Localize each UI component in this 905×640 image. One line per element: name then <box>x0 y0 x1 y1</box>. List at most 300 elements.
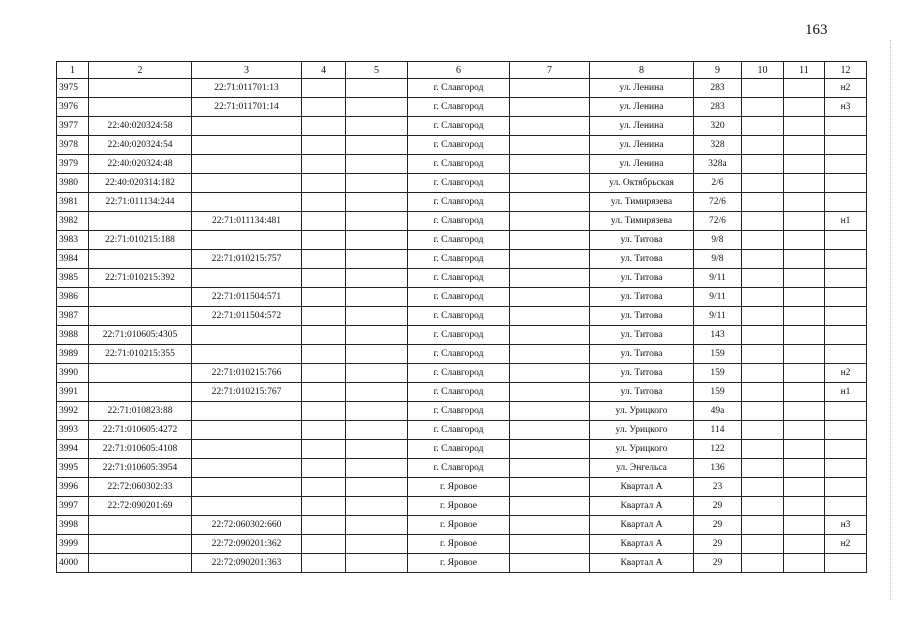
cell-cadastral-number-2 <box>192 117 302 136</box>
cell-house-number: 29 <box>694 554 742 573</box>
cell-street: ул. Ленина <box>590 117 694 136</box>
cell-house-number: 143 <box>694 326 742 345</box>
cell-col-10 <box>742 478 784 497</box>
cell-cadastral-number-1 <box>89 383 192 402</box>
cell-city: г. Славгород <box>408 193 510 212</box>
cell-row-number: 3987 <box>57 307 89 326</box>
cell-cadastral-number-1 <box>89 516 192 535</box>
cell-col-5 <box>346 440 408 459</box>
cell-col-11 <box>784 212 825 231</box>
cell-street: ул. Ленина <box>590 79 694 98</box>
cell-row-number: 3979 <box>57 155 89 174</box>
cell-col-4 <box>302 326 346 345</box>
cell-row-number: 3980 <box>57 174 89 193</box>
cell-col-11 <box>784 288 825 307</box>
cell-note <box>825 440 867 459</box>
cell-house-number: 2/6 <box>694 174 742 193</box>
table-row <box>57 345 867 364</box>
cell-house-number: 159 <box>694 383 742 402</box>
cell-cadastral-number-1: 22:71:010605:4108 <box>89 440 192 459</box>
cell-note: н3 <box>825 516 867 535</box>
cell-col-10 <box>742 440 784 459</box>
cell-col-10 <box>742 212 784 231</box>
cell-house-number: 9/8 <box>694 231 742 250</box>
cell-col-7 <box>510 383 590 402</box>
cell-col-7 <box>510 345 590 364</box>
cell-col-11 <box>784 250 825 269</box>
cell-note <box>825 193 867 212</box>
cell-row-number: 4000 <box>57 554 89 573</box>
cell-col-11 <box>784 98 825 117</box>
cell-col-5 <box>346 79 408 98</box>
cell-note <box>825 155 867 174</box>
cell-cadastral-number-2 <box>192 345 302 364</box>
cell-col-7 <box>510 402 590 421</box>
cell-note <box>825 459 867 478</box>
cell-col-11 <box>784 345 825 364</box>
cell-cadastral-number-1 <box>89 364 192 383</box>
cell-house-number: 114 <box>694 421 742 440</box>
cell-col-10 <box>742 326 784 345</box>
cell-note <box>825 402 867 421</box>
cell-col-4 <box>302 117 346 136</box>
cell-cadastral-number-1: 22:40:020314:182 <box>89 174 192 193</box>
cell-col-7 <box>510 117 590 136</box>
cell-cadastral-number-2: 22:71:011701:13 <box>192 79 302 98</box>
cell-city: г. Яровое <box>408 497 510 516</box>
cell-col-4 <box>302 174 346 193</box>
table-body <box>57 79 867 573</box>
cell-col-5 <box>346 326 408 345</box>
cell-street: ул. Титова <box>590 345 694 364</box>
cell-street: ул. Титова <box>590 288 694 307</box>
cell-row-number: 3994 <box>57 440 89 459</box>
cell-col-7 <box>510 155 590 174</box>
cell-col-4 <box>302 231 346 250</box>
cell-row-number: 3976 <box>57 98 89 117</box>
cell-col-10 <box>742 174 784 193</box>
cell-city: г. Яровое <box>408 478 510 497</box>
cell-house-number: 9/11 <box>694 288 742 307</box>
cell-street: Квартал А <box>590 516 694 535</box>
cell-col-10 <box>742 117 784 136</box>
cell-note <box>825 269 867 288</box>
cell-city: г. Славгород <box>408 307 510 326</box>
table-row <box>57 212 867 231</box>
cell-note: н1 <box>825 383 867 402</box>
cell-col-5 <box>346 174 408 193</box>
cell-house-number: 29 <box>694 497 742 516</box>
cell-col-7 <box>510 535 590 554</box>
cell-col-7 <box>510 326 590 345</box>
cell-col-7 <box>510 307 590 326</box>
table-row <box>57 421 867 440</box>
table-row <box>57 117 867 136</box>
cell-cadastral-number-1: 22:40:020324:58 <box>89 117 192 136</box>
cell-street: Квартал А <box>590 478 694 497</box>
cell-row-number: 3977 <box>57 117 89 136</box>
cell-street: ул. Титова <box>590 326 694 345</box>
cell-house-number: 9/8 <box>694 250 742 269</box>
cell-row-number: 3999 <box>57 535 89 554</box>
cell-street: ул. Тимирязева <box>590 193 694 212</box>
cell-cadastral-number-2: 22:71:011134:481 <box>192 212 302 231</box>
cell-col-7 <box>510 459 590 478</box>
table-row <box>57 174 867 193</box>
cell-row-number: 3985 <box>57 269 89 288</box>
cell-street: ул. Титова <box>590 231 694 250</box>
page-number: 163 <box>805 22 828 38</box>
cell-col-7 <box>510 440 590 459</box>
cell-note <box>825 250 867 269</box>
cell-row-number: 3996 <box>57 478 89 497</box>
cell-col-7 <box>510 174 590 193</box>
cell-col-5 <box>346 402 408 421</box>
cell-col-11 <box>784 79 825 98</box>
cell-col-5 <box>346 554 408 573</box>
cell-street: ул. Тимирязева <box>590 212 694 231</box>
cell-col-10 <box>742 250 784 269</box>
cell-cadastral-number-2: 22:71:011504:571 <box>192 288 302 307</box>
cell-note <box>825 174 867 193</box>
cell-note: н2 <box>825 79 867 98</box>
cell-note <box>825 117 867 136</box>
cell-col-7 <box>510 497 590 516</box>
cell-note <box>825 288 867 307</box>
cell-note <box>825 478 867 497</box>
cell-col-4 <box>302 364 346 383</box>
cell-row-number: 3981 <box>57 193 89 212</box>
cell-col-11 <box>784 497 825 516</box>
cell-col-11 <box>784 231 825 250</box>
cell-street: ул. Ленина <box>590 98 694 117</box>
cell-row-number: 3984 <box>57 250 89 269</box>
cell-col-10 <box>742 421 784 440</box>
cell-note <box>825 307 867 326</box>
cell-house-number: 328 <box>694 136 742 155</box>
cell-col-11 <box>784 478 825 497</box>
cell-street: ул. Урицкого <box>590 402 694 421</box>
cell-row-number: 3991 <box>57 383 89 402</box>
cell-col-10 <box>742 269 784 288</box>
cell-cadastral-number-1 <box>89 307 192 326</box>
cell-note: н2 <box>825 535 867 554</box>
cell-note: н3 <box>825 98 867 117</box>
column-header-4: 4 <box>302 62 346 79</box>
cell-note <box>825 421 867 440</box>
table-row <box>57 269 867 288</box>
cell-row-number: 3997 <box>57 497 89 516</box>
cell-col-4 <box>302 250 346 269</box>
cell-col-5 <box>346 269 408 288</box>
cell-row-number: 3986 <box>57 288 89 307</box>
cell-house-number: 49а <box>694 402 742 421</box>
cell-city: г. Славгород <box>408 288 510 307</box>
cell-col-4 <box>302 516 346 535</box>
cell-col-7 <box>510 231 590 250</box>
cell-col-7 <box>510 193 590 212</box>
cell-city: г. Славгород <box>408 269 510 288</box>
cell-col-10 <box>742 155 784 174</box>
cell-note <box>825 497 867 516</box>
cell-city: г. Славгород <box>408 136 510 155</box>
cell-col-5 <box>346 478 408 497</box>
cell-col-5 <box>346 98 408 117</box>
cell-col-7 <box>510 554 590 573</box>
cell-city: г. Яровое <box>408 554 510 573</box>
cell-cadastral-number-2: 22:72:090201:362 <box>192 535 302 554</box>
cell-col-10 <box>742 516 784 535</box>
cell-row-number: 3995 <box>57 459 89 478</box>
cell-street: ул. Урицкого <box>590 440 694 459</box>
cell-house-number: 29 <box>694 535 742 554</box>
cell-city: г. Славгород <box>408 459 510 478</box>
cell-house-number: 136 <box>694 459 742 478</box>
cell-cadastral-number-1: 22:72:090201:69 <box>89 497 192 516</box>
cell-cadastral-number-2: 22:71:010215:766 <box>192 364 302 383</box>
cell-col-11 <box>784 535 825 554</box>
cell-col-4 <box>302 421 346 440</box>
cell-col-4 <box>302 383 346 402</box>
cell-col-11 <box>784 459 825 478</box>
cell-cadastral-number-2 <box>192 459 302 478</box>
cell-house-number: 72/6 <box>694 212 742 231</box>
cell-house-number: 320 <box>694 117 742 136</box>
table-row <box>57 383 867 402</box>
cell-city: г. Яровое <box>408 516 510 535</box>
cell-street: ул. Урицкого <box>590 421 694 440</box>
cell-col-4 <box>302 478 346 497</box>
cell-cadastral-number-2: 22:71:010215:757 <box>192 250 302 269</box>
cell-row-number: 3982 <box>57 212 89 231</box>
cell-city: г. Славгород <box>408 231 510 250</box>
table-row <box>57 326 867 345</box>
cell-col-4 <box>302 554 346 573</box>
cell-col-7 <box>510 288 590 307</box>
cell-house-number: 283 <box>694 79 742 98</box>
table-row <box>57 79 867 98</box>
column-header-9: 9 <box>694 62 742 79</box>
cell-city: г. Славгород <box>408 174 510 193</box>
cell-col-4 <box>302 440 346 459</box>
table-row <box>57 402 867 421</box>
cell-col-5 <box>346 364 408 383</box>
cell-col-5 <box>346 136 408 155</box>
cell-row-number: 3990 <box>57 364 89 383</box>
cell-col-5 <box>346 193 408 212</box>
cell-col-7 <box>510 212 590 231</box>
cell-street: ул. Титова <box>590 364 694 383</box>
cell-col-11 <box>784 174 825 193</box>
column-header-3: 3 <box>192 62 302 79</box>
cell-col-4 <box>302 288 346 307</box>
cell-col-5 <box>346 421 408 440</box>
cell-house-number: 23 <box>694 478 742 497</box>
column-header-10: 10 <box>742 62 784 79</box>
cell-col-5 <box>346 212 408 231</box>
cell-col-4 <box>302 497 346 516</box>
cell-col-10 <box>742 497 784 516</box>
cell-cadastral-number-1: 22:71:010215:188 <box>89 231 192 250</box>
cell-col-4 <box>302 345 346 364</box>
cell-row-number: 3993 <box>57 421 89 440</box>
cell-street: ул. Ленина <box>590 136 694 155</box>
cell-cadastral-number-2: 22:71:010215:767 <box>192 383 302 402</box>
cell-cadastral-number-2 <box>192 193 302 212</box>
cell-cadastral-number-1 <box>89 79 192 98</box>
cell-cadastral-number-2 <box>192 478 302 497</box>
cell-street: ул. Октябрьская <box>590 174 694 193</box>
cell-col-4 <box>302 402 346 421</box>
cell-col-7 <box>510 478 590 497</box>
cell-col-4 <box>302 193 346 212</box>
cell-row-number: 3992 <box>57 402 89 421</box>
cell-col-4 <box>302 98 346 117</box>
cell-col-10 <box>742 79 784 98</box>
cell-col-10 <box>742 345 784 364</box>
cell-cadastral-number-1 <box>89 212 192 231</box>
cell-city: г. Славгород <box>408 326 510 345</box>
cell-street: ул. Титова <box>590 269 694 288</box>
table-row <box>57 136 867 155</box>
cell-col-5 <box>346 535 408 554</box>
cell-cadastral-number-1 <box>89 288 192 307</box>
table-row <box>57 478 867 497</box>
table-row <box>57 497 867 516</box>
cell-col-10 <box>742 383 784 402</box>
cell-col-10 <box>742 193 784 212</box>
table-row <box>57 288 867 307</box>
cell-col-11 <box>784 155 825 174</box>
cell-cadastral-number-1 <box>89 250 192 269</box>
cell-house-number: 159 <box>694 345 742 364</box>
table-row <box>57 155 867 174</box>
table-row <box>57 516 867 535</box>
cell-street: Квартал А <box>590 554 694 573</box>
cell-col-5 <box>346 250 408 269</box>
cell-col-11 <box>784 554 825 573</box>
cell-col-10 <box>742 231 784 250</box>
cell-col-11 <box>784 364 825 383</box>
cell-city: г. Славгород <box>408 117 510 136</box>
table-row <box>57 231 867 250</box>
cell-cadastral-number-1: 22:71:010823:88 <box>89 402 192 421</box>
cell-col-5 <box>346 516 408 535</box>
cell-cadastral-number-2 <box>192 402 302 421</box>
cell-row-number: 3998 <box>57 516 89 535</box>
cell-city: г. Славгород <box>408 155 510 174</box>
cell-note <box>825 231 867 250</box>
table-row <box>57 307 867 326</box>
cell-col-5 <box>346 459 408 478</box>
cell-col-5 <box>346 497 408 516</box>
cell-col-10 <box>742 459 784 478</box>
cell-cadastral-number-1 <box>89 98 192 117</box>
cell-col-11 <box>784 516 825 535</box>
cell-cadastral-number-1: 22:71:010605:3954 <box>89 459 192 478</box>
cell-row-number: 3978 <box>57 136 89 155</box>
cell-house-number: 9/11 <box>694 269 742 288</box>
cell-street: Квартал А <box>590 535 694 554</box>
cell-city: г. Славгород <box>408 250 510 269</box>
cell-col-11 <box>784 307 825 326</box>
cell-col-10 <box>742 402 784 421</box>
cell-col-10 <box>742 554 784 573</box>
cell-cadastral-number-1: 22:40:020324:48 <box>89 155 192 174</box>
cell-row-number: 3975 <box>57 79 89 98</box>
cell-city: г. Славгород <box>408 98 510 117</box>
cell-house-number: 283 <box>694 98 742 117</box>
cell-col-4 <box>302 136 346 155</box>
cell-cadastral-number-1: 22:71:011134:244 <box>89 193 192 212</box>
cell-cadastral-number-2: 22:72:090201:363 <box>192 554 302 573</box>
cell-cadastral-number-2 <box>192 326 302 345</box>
cell-cadastral-number-2 <box>192 440 302 459</box>
cell-col-10 <box>742 307 784 326</box>
cell-city: г. Славгород <box>408 440 510 459</box>
cell-cadastral-number-1: 22:71:010215:392 <box>89 269 192 288</box>
cell-col-4 <box>302 212 346 231</box>
table-row <box>57 535 867 554</box>
cell-cadastral-number-2 <box>192 231 302 250</box>
cell-cadastral-number-1: 22:71:010215:355 <box>89 345 192 364</box>
cell-cadastral-number-2: 22:71:011701:14 <box>192 98 302 117</box>
cell-col-7 <box>510 79 590 98</box>
column-header-8: 8 <box>590 62 694 79</box>
cell-col-11 <box>784 269 825 288</box>
cell-cadastral-number-2 <box>192 421 302 440</box>
cell-row-number: 3988 <box>57 326 89 345</box>
cell-col-10 <box>742 535 784 554</box>
cell-street: Квартал А <box>590 497 694 516</box>
cell-col-4 <box>302 155 346 174</box>
table-row <box>57 364 867 383</box>
cell-note <box>825 345 867 364</box>
cell-city: г. Славгород <box>408 383 510 402</box>
cell-cadastral-number-1: 22:71:010605:4272 <box>89 421 192 440</box>
cell-col-10 <box>742 364 784 383</box>
column-header-12: 12 <box>825 62 867 79</box>
cell-street: ул. Титова <box>590 307 694 326</box>
cell-street: ул. Энгельса <box>590 459 694 478</box>
cell-street: ул. Титова <box>590 383 694 402</box>
cell-row-number: 3989 <box>57 345 89 364</box>
cell-cadastral-number-1: 22:71:010605:4305 <box>89 326 192 345</box>
cell-col-11 <box>784 193 825 212</box>
cell-col-5 <box>346 345 408 364</box>
cell-col-10 <box>742 136 784 155</box>
table-row <box>57 554 867 573</box>
table-row <box>57 250 867 269</box>
cell-cadastral-number-2 <box>192 497 302 516</box>
column-header-5: 5 <box>346 62 408 79</box>
cell-city: г. Славгород <box>408 212 510 231</box>
cell-col-10 <box>742 98 784 117</box>
cell-note <box>825 554 867 573</box>
column-header-2: 2 <box>89 62 192 79</box>
cell-col-4 <box>302 269 346 288</box>
header-row <box>57 62 867 79</box>
cell-col-7 <box>510 136 590 155</box>
cell-house-number: 159 <box>694 364 742 383</box>
cell-col-10 <box>742 288 784 307</box>
table-row <box>57 98 867 117</box>
registry-table <box>56 61 867 573</box>
cell-cadastral-number-2: 22:72:060302:660 <box>192 516 302 535</box>
cell-col-4 <box>302 79 346 98</box>
column-header-7: 7 <box>510 62 590 79</box>
cell-col-7 <box>510 250 590 269</box>
